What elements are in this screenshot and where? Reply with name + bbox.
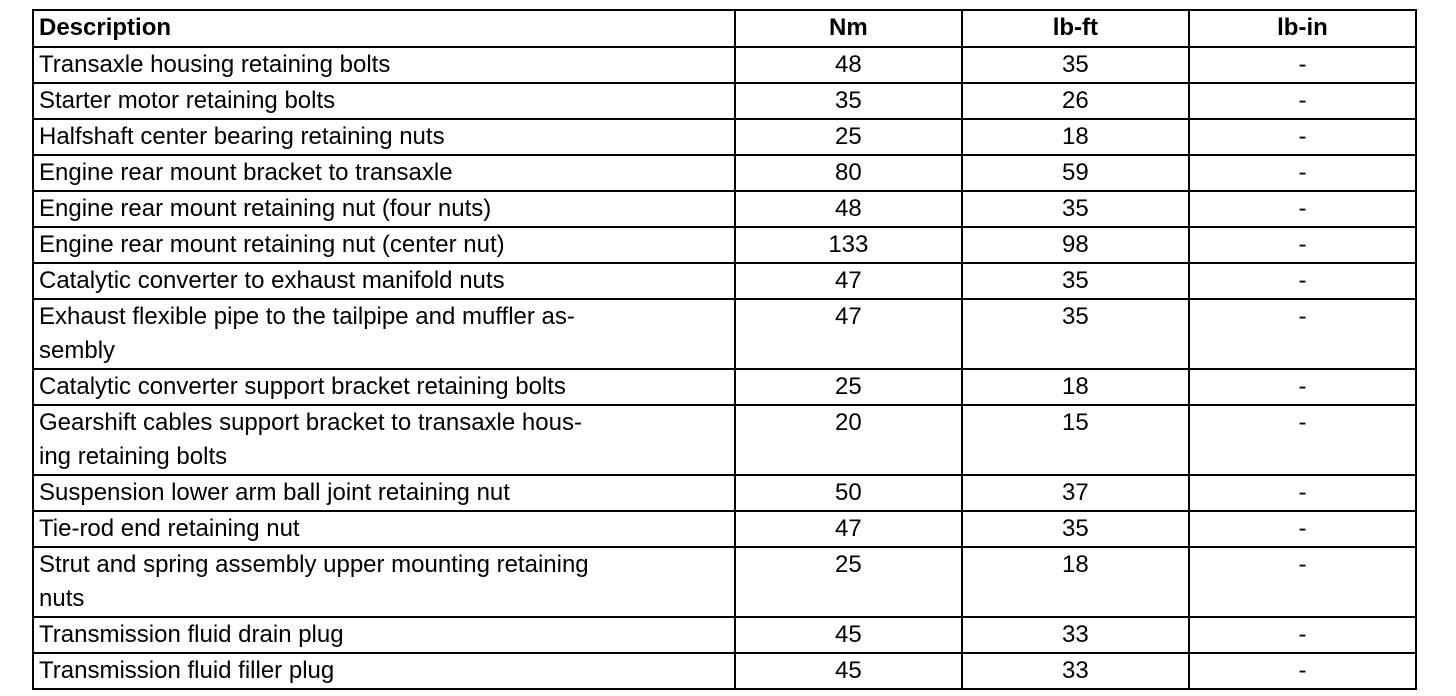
nm-cell: 48 — [735, 191, 962, 227]
table-row — [33, 263, 1416, 299]
lbin-cell: - — [1189, 369, 1416, 405]
description-cell: Transmission fluid filler plug — [33, 653, 735, 689]
nm-cell: 35 — [735, 83, 962, 119]
lbft-cell: 35 — [962, 191, 1189, 227]
lbin-cell: - — [1189, 547, 1416, 617]
lbin-cell: - — [1189, 119, 1416, 155]
lbft-cell: 35 — [962, 263, 1189, 299]
nm-cell: 47 — [735, 263, 962, 299]
table-row — [33, 547, 1416, 617]
nm-cell: 47 — [735, 511, 962, 547]
description-cell: Exhaust flexible pipe to the tailpipe and muffler as- sembly — [33, 299, 735, 369]
header-description: Description — [33, 10, 735, 47]
description-cell: Suspension lower arm ball joint retaining nut — [33, 475, 735, 511]
description-cell: Starter motor retaining bolts — [33, 83, 735, 119]
lbft-cell: 33 — [962, 653, 1189, 689]
table-body — [33, 47, 1416, 689]
lbin-cell: - — [1189, 475, 1416, 511]
lbft-cell: 33 — [962, 617, 1189, 653]
nm-cell: 133 — [735, 227, 962, 263]
table-row — [33, 47, 1416, 83]
description-cell: Engine rear mount bracket to transaxle — [33, 155, 735, 191]
table-row — [33, 369, 1416, 405]
lbft-cell: 59 — [962, 155, 1189, 191]
description-cell: Engine rear mount retaining nut (center nut) — [33, 227, 735, 263]
header-lbin: lb-in — [1189, 10, 1416, 47]
table-row — [33, 653, 1416, 689]
nm-cell: 48 — [735, 47, 962, 83]
torque-spec-table — [32, 9, 1417, 690]
lbin-cell: - — [1189, 83, 1416, 119]
header-row — [33, 10, 1416, 47]
lbft-cell: 98 — [962, 227, 1189, 263]
table-row — [33, 83, 1416, 119]
description-cell: Transaxle housing retaining bolts — [33, 47, 735, 83]
nm-cell: 25 — [735, 119, 962, 155]
table-row — [33, 299, 1416, 369]
nm-cell: 25 — [735, 547, 962, 617]
table-row — [33, 475, 1416, 511]
description-cell: Halfshaft center bearing retaining nuts — [33, 119, 735, 155]
nm-cell: 25 — [735, 369, 962, 405]
description-cell: Strut and spring assembly upper mounting retaining nuts — [33, 547, 735, 617]
nm-cell: 50 — [735, 475, 962, 511]
lbin-cell: - — [1189, 155, 1416, 191]
table-header — [33, 10, 1416, 47]
lbin-cell: - — [1189, 511, 1416, 547]
table-row — [33, 191, 1416, 227]
description-cell: Gearshift cables support bracket to transaxle hous- ing retaining bolts — [33, 405, 735, 475]
lbin-cell: - — [1189, 299, 1416, 369]
lbft-cell: 26 — [962, 83, 1189, 119]
lbft-cell: 35 — [962, 299, 1189, 369]
lbin-cell: - — [1189, 191, 1416, 227]
lbin-cell: - — [1189, 47, 1416, 83]
lbin-cell: - — [1189, 263, 1416, 299]
nm-cell: 80 — [735, 155, 962, 191]
nm-cell: 45 — [735, 653, 962, 689]
lbft-cell: 35 — [962, 47, 1189, 83]
lbin-cell: - — [1189, 227, 1416, 263]
lbft-cell: 35 — [962, 511, 1189, 547]
description-cell: Catalytic converter to exhaust manifold nuts — [33, 263, 735, 299]
table-row — [33, 155, 1416, 191]
lbin-cell: - — [1189, 405, 1416, 475]
lbin-cell: - — [1189, 617, 1416, 653]
lbft-cell: 15 — [962, 405, 1189, 475]
lbin-cell: - — [1189, 653, 1416, 689]
description-cell: Tie-rod end retaining nut — [33, 511, 735, 547]
header-lbft: lb-ft — [962, 10, 1189, 47]
nm-cell: 47 — [735, 299, 962, 369]
table-row — [33, 227, 1416, 263]
description-cell: Catalytic converter support bracket retaining bolts — [33, 369, 735, 405]
description-cell: Engine rear mount retaining nut (four nuts) — [33, 191, 735, 227]
nm-cell: 45 — [735, 617, 962, 653]
table-row — [33, 511, 1416, 547]
nm-cell: 20 — [735, 405, 962, 475]
lbft-cell: 37 — [962, 475, 1189, 511]
description-cell: Transmission fluid drain plug — [33, 617, 735, 653]
table-row — [33, 119, 1416, 155]
lbft-cell: 18 — [962, 547, 1189, 617]
lbft-cell: 18 — [962, 119, 1189, 155]
header-nm: Nm — [735, 10, 962, 47]
table-row — [33, 405, 1416, 475]
lbft-cell: 18 — [962, 369, 1189, 405]
table-row — [33, 617, 1416, 653]
